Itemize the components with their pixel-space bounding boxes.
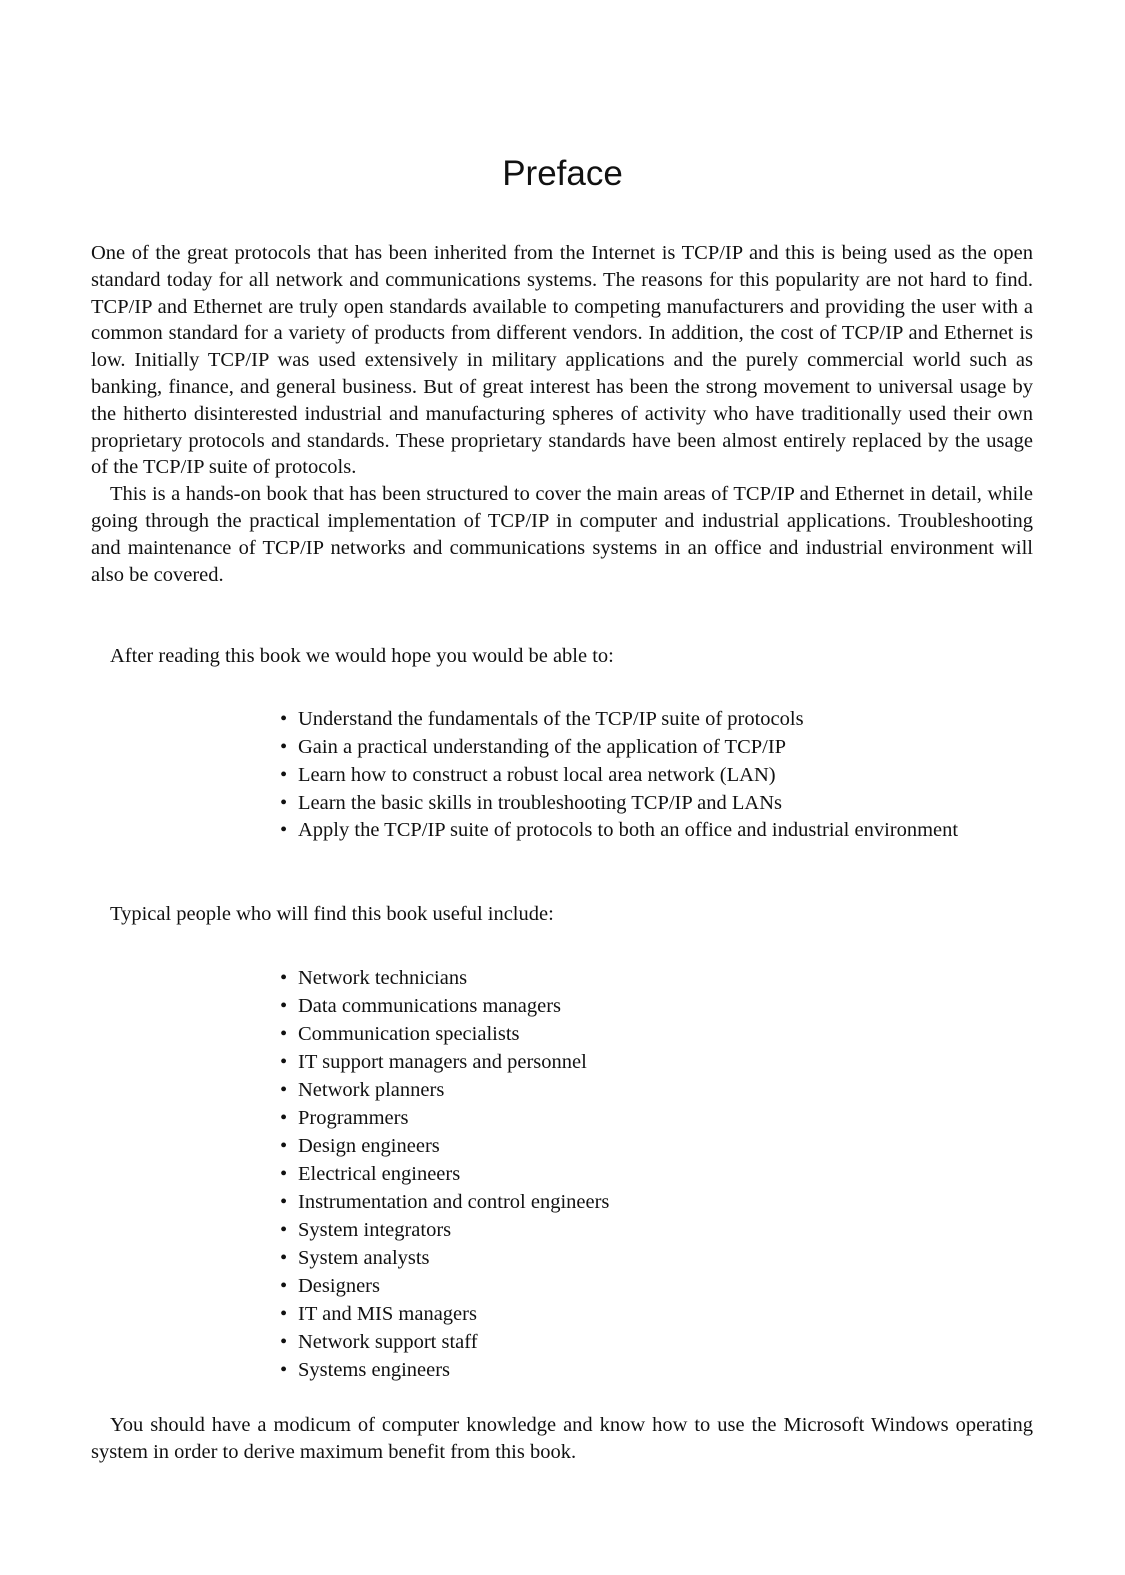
- list-item-text: Designers: [298, 1275, 380, 1297]
- bullet-icon: •: [280, 1331, 288, 1353]
- bullet-icon: •: [280, 1051, 288, 1073]
- list-item-text: System analysts: [298, 1247, 430, 1269]
- list-item: [278, 1328, 1033, 1356]
- list-item: [278, 1188, 1033, 1216]
- closing-paragraph: You should have a modicum of computer knowledge and know how to use the Microsoft Windows operating system in order to derive maximum benefit from this book.: [91, 1414, 1033, 1463]
- list-item: [278, 1356, 1033, 1384]
- list-item-text: Network planners: [298, 1079, 445, 1101]
- list-item: [278, 705, 1033, 733]
- list-item: [278, 1244, 1033, 1272]
- bullet-icon: •: [280, 1303, 288, 1325]
- bullet-icon: •: [280, 1135, 288, 1157]
- paragraph-book-structure: This is a hands-on book that has been structured to cover the main areas of TCP/IP and Ethernet in detail, while going through the practical implementation of TCP/IP in computer and industrial applications. Troubleshooting and maintenance of TCP/IP networks and communications systems in an office and industrial environment will also be covered.: [91, 483, 1033, 586]
- list-item: [278, 964, 1033, 992]
- list-item: [278, 733, 1033, 761]
- audience-intro: Typical people who will find this book useful include:: [110, 903, 554, 925]
- list-item-text: System integrators: [298, 1219, 452, 1241]
- bullet-icon: •: [280, 1247, 288, 1269]
- bullet-icon: •: [280, 1163, 288, 1185]
- list-item-text: Network technicians: [298, 967, 468, 989]
- goals-list: [278, 705, 1033, 844]
- list-item: [278, 1300, 1033, 1328]
- list-item-text: Understand the fundamentals of the TCP/IP suite of protocols: [298, 708, 804, 730]
- list-item: [278, 992, 1033, 1020]
- list-item-text: Apply the TCP/IP suite of protocols to both an office and industrial environment: [298, 819, 959, 841]
- list-item-text: Design engineers: [298, 1135, 440, 1157]
- bullet-icon: •: [280, 736, 288, 758]
- bullet-icon: •: [280, 708, 288, 730]
- list-item: [278, 1272, 1033, 1300]
- list-item: [278, 1160, 1033, 1188]
- list-item-text: Electrical engineers: [298, 1163, 461, 1185]
- list-item: [278, 1020, 1033, 1048]
- list-item: [278, 1104, 1033, 1132]
- list-item-text: Data communications managers: [298, 995, 561, 1017]
- bullet-icon: •: [280, 995, 288, 1017]
- list-item-text: Learn the basic skills in troubleshooting TCP/IP and LANs: [298, 792, 782, 814]
- bullet-icon: •: [280, 1079, 288, 1101]
- bullet-icon: •: [280, 1023, 288, 1045]
- goals-intro: After reading this book we would hope you would be able to:: [110, 645, 614, 667]
- list-item: [278, 817, 1033, 844]
- list-item-text: IT and MIS managers: [298, 1303, 477, 1325]
- list-item: [278, 1048, 1033, 1076]
- list-item: [278, 1132, 1033, 1160]
- list-item: [278, 1076, 1033, 1104]
- bullet-icon: •: [280, 1359, 288, 1381]
- list-item: [278, 789, 1033, 817]
- list-item-text: Instrumentation and control engineers: [298, 1191, 610, 1213]
- bullet-icon: •: [280, 1219, 288, 1241]
- bullet-icon: •: [280, 1107, 288, 1129]
- list-item-text: Communication specialists: [298, 1023, 520, 1045]
- list-item-text: Gain a practical understanding of the application of TCP/IP: [298, 736, 787, 758]
- list-item: [278, 1216, 1033, 1244]
- page-title: Preface: [502, 154, 623, 193]
- list-item-text: Network support staff: [298, 1331, 478, 1353]
- list-item-text: Systems engineers: [298, 1359, 451, 1381]
- audience-list: [278, 964, 1033, 1384]
- bullet-icon: •: [280, 792, 288, 814]
- bullet-icon: •: [280, 764, 288, 786]
- bullet-icon: •: [280, 1275, 288, 1297]
- list-item-text: Programmers: [298, 1107, 409, 1129]
- preface-body: [91, 240, 1033, 588]
- paragraph-intro: One of the great protocols that has been inherited from the Internet is TCP/IP and this is being used as the open standard today for all network and communications systems. The reasons for this popularity are not hard to find. TCP/IP and Ethernet are truly open standards available to competing manufacturers and providing the user with a common standard for a variety of products from different vendors. In addition, the cost of TCP/IP and Ethernet is low. Initially TCP/IP was used extensively in military applications and the purely commercial world such as banking, finance, and general business. But of great interest has been the strong movement to universal usage by the hitherto disinterested industrial and manufacturing spheres of activity who have traditionally used their own proprietary protocols and standards. These proprietary standards have been almost entirely replaced by the usage of the TCP/IP suite of protocols.: [91, 242, 1033, 479]
- list-item-text: Learn how to construct a robust local area network (LAN): [298, 764, 776, 786]
- bullet-icon: •: [280, 967, 288, 989]
- bullet-icon: •: [280, 1191, 288, 1213]
- list-item: [278, 761, 1033, 789]
- list-item-text: IT support managers and personnel: [298, 1051, 587, 1073]
- bullet-icon: •: [280, 819, 288, 841]
